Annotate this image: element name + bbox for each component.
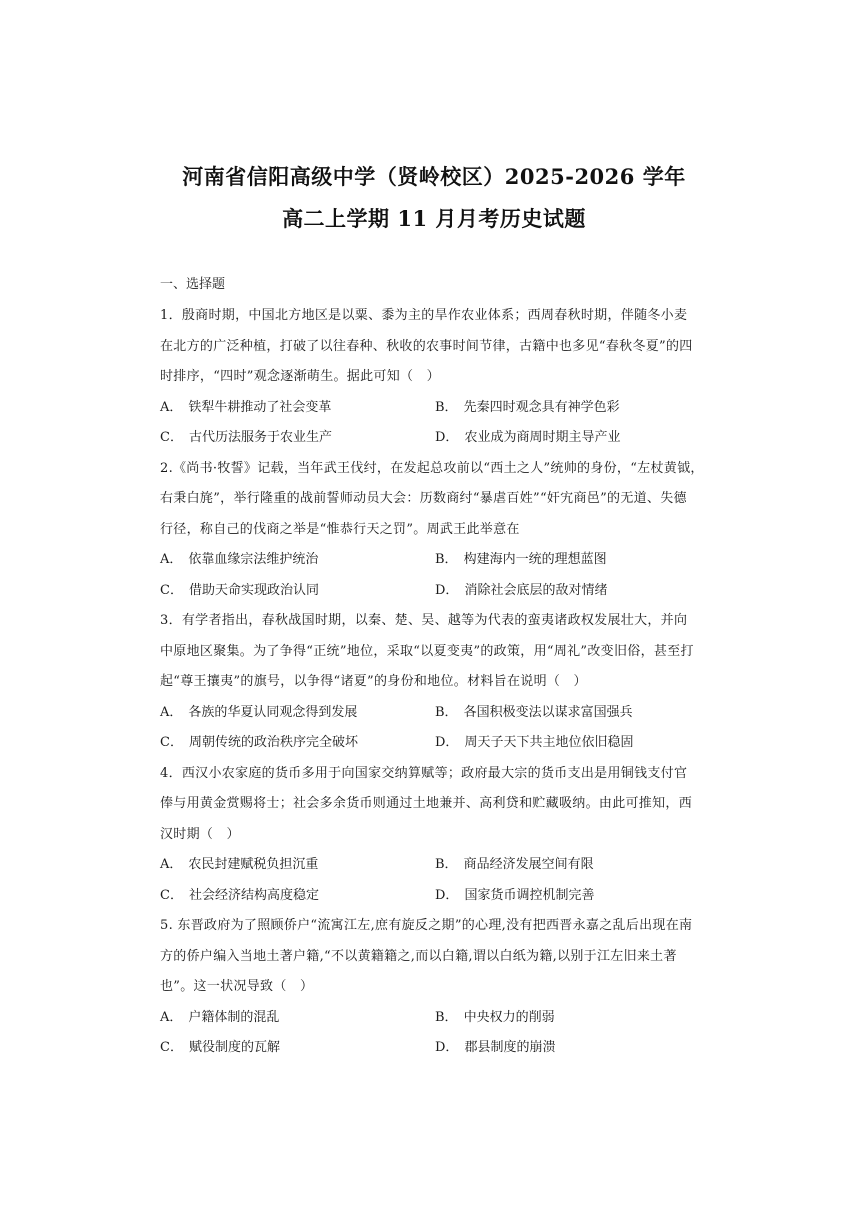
stem-line: 5. 东晋政府为了照顾侨户“流寓江左,庶有旋反之期”的心理,没有把西晋永嘉之乱后出现在南: [160, 918, 693, 933]
options: [160, 850, 710, 911]
option-text: 农业成为商周时期主导产业: [464, 430, 621, 445]
question-stem: [160, 759, 710, 851]
question-stem: [160, 911, 710, 1003]
question-3: [160, 606, 710, 759]
option-text: 郡县制度的崩溃: [464, 1040, 556, 1055]
option-label: C．: [160, 887, 183, 903]
option-text: 消除社会底层的敌对情绪: [464, 582, 608, 598]
option-d: [435, 423, 710, 454]
stem-line: 起“尊王攘夷”的旗号，以争得“诸夏”的身份和地位。材料旨在说明（ ）: [160, 674, 587, 689]
option-label: C．: [160, 1040, 183, 1055]
question-4: [160, 759, 710, 912]
option-c: [160, 423, 435, 454]
option-text: 赋役制度的瓦解: [188, 1040, 280, 1055]
option-text: 各国积极变法以谋求富国强兵: [463, 704, 633, 720]
exam-title-line2: 高二上学期 11 月月考历史试题: [282, 206, 586, 231]
option-text: 铁犁牛耕推动了社会变革: [188, 399, 332, 415]
option-label: D．: [435, 735, 459, 750]
option-text: 借助天命实现政治认同: [188, 582, 319, 598]
option-a: [160, 393, 435, 424]
option-label: D．: [435, 430, 459, 445]
option-label: D．: [435, 887, 459, 903]
option-text: 先秦四时观念具有神学色彩: [463, 399, 620, 415]
question-stem: [160, 454, 710, 546]
option-d: [435, 728, 710, 759]
option-d: [435, 1033, 710, 1064]
option-text: 周天子天下共主地位依旧稳固: [464, 735, 634, 750]
option-b: [435, 698, 710, 729]
stem-line: 右秉白旄”，举行隆重的战前誓师动员大会：历数商纣“暴虐百姓”“奸宄商邑”的无道、失德: [160, 491, 687, 506]
stem-line: 2.《尚书·牧誓》记载，当年武王伐纣，在发起总攻前以“西土之人”统帅的身份，“左杖黄钺，: [160, 460, 704, 476]
option-label: D．: [435, 1040, 459, 1055]
option-label: B．: [435, 399, 458, 415]
option-text: 农民封建赋税负担沉重: [188, 857, 319, 872]
option-a: [160, 545, 435, 576]
question-1: [160, 301, 710, 454]
option-text: 国家货币调控机制完善: [464, 887, 595, 903]
option-c: [160, 576, 435, 607]
question-5: [160, 911, 710, 1064]
option-label: C．: [160, 582, 183, 598]
option-a: [160, 698, 435, 729]
question-list: [160, 301, 710, 1064]
option-text: 古代历法服务于农业生产: [188, 430, 332, 445]
stem-line: 1．殷商时期，中国北方地区是以粟、黍为主的旱作农业体系；西周春秋时期，伴随冬小麦: [160, 308, 688, 323]
option-a: [160, 850, 435, 881]
section-heading: 一、选择题: [160, 277, 226, 292]
stem-line: 时排序，“四时”观念逐渐萌生。据此可知（ ）: [160, 369, 440, 384]
option-label: A．: [160, 704, 183, 720]
option-label: C．: [160, 430, 183, 445]
option-text: 户籍体制的混乱: [188, 1009, 280, 1025]
option-c: [160, 1033, 435, 1064]
option-c: [160, 881, 435, 912]
options: [160, 698, 710, 759]
option-text: 各族的华夏认同观念得到发展: [188, 704, 358, 720]
stem-line: 方的侨户编入当地土著户籍,“不以黄籍籍之,而以白籍,谓以白纸为籍,以别于江左旧来土著: [160, 948, 677, 964]
option-label: D．: [435, 582, 459, 598]
option-label: B．: [435, 552, 458, 567]
question-stem: [160, 301, 710, 393]
option-text: 社会经济结构高度稳定: [188, 887, 319, 903]
option-text: 周朝传统的政治秩序完全破坏: [188, 735, 358, 750]
stem-line: 4．西汉小农家庭的货币多用于向国家交纳算赋等；政府最大宗的货币支出是用铜钱支付官: [160, 765, 688, 781]
option-text: 商品经济发展空间有限: [463, 857, 594, 872]
option-label: A．: [160, 857, 183, 872]
options: [160, 1003, 710, 1064]
stem-line: 也”。这一状况导致（ ）: [160, 979, 314, 994]
stem-line: 汉时期（ ）: [160, 826, 240, 842]
option-b: [435, 850, 710, 881]
option-label: B．: [435, 857, 458, 872]
stem-line: 3．有学者指出，春秋战国时期，以秦、楚、吴、越等为代表的蛮夷诸政权发展壮大，并向: [160, 613, 688, 628]
stem-line: 中原地区聚集。为了争得“正统”地位，采取“以夏变夷”的政策，用“周礼”改变旧俗，甚至打: [160, 643, 694, 659]
option-text: 中央权力的削弱: [463, 1009, 555, 1025]
option-d: [435, 576, 710, 607]
option-a: [160, 1003, 435, 1034]
option-b: [435, 1003, 710, 1034]
option-label: B．: [435, 704, 458, 720]
option-label: C．: [160, 735, 183, 750]
question-2: [160, 454, 710, 607]
option-label: A．: [160, 399, 183, 415]
option-b: [435, 545, 710, 576]
option-text: 构建海内一统的理想蓝图: [463, 552, 607, 567]
option-d: [435, 881, 710, 912]
option-label: B．: [435, 1009, 458, 1025]
question-stem: [160, 606, 710, 698]
options: [160, 545, 710, 606]
option-c: [160, 728, 435, 759]
stem-line: 俸与用黄金赏赐将士；社会多余货币则通过土地兼并、高利贷和贮藏吸纳。由此可推知，西: [160, 796, 693, 811]
option-label: A．: [160, 552, 183, 567]
stem-line: 行径，称自己的伐商之举是“惟恭行天之罚”。周武王此举意在: [160, 521, 520, 537]
stem-line: 在北方的广泛种植，打破了以往春种、秋收的农事时间节律，古籍中也多见“春秋冬夏”的四: [160, 338, 693, 354]
options: [160, 393, 710, 454]
option-text: 依靠血缘宗法维护统治: [188, 552, 319, 567]
exam-title-line1: 河南省信阳高级中学（贤岭校区）2025-2026 学年: [182, 164, 686, 189]
option-b: [435, 393, 710, 424]
option-label: A．: [160, 1009, 183, 1025]
